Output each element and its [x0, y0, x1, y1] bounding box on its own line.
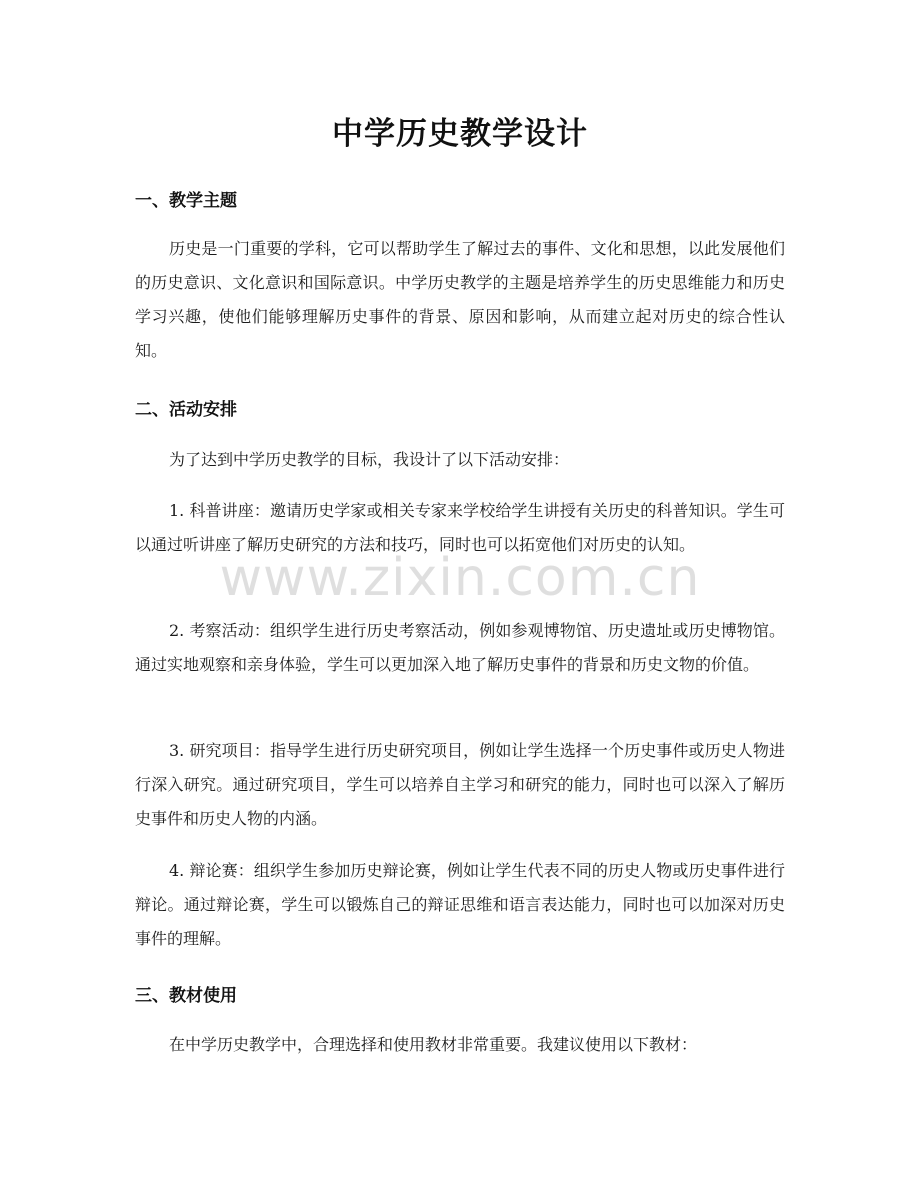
paragraph-activity-debate: 4. 辩论赛：组织学生参加历史辩论赛，例如让学生代表不同的历史人物或历史事件进行辩论。通过辩论赛，学生可以锻炼自己的辩证思维和语言表达能力，同时也可以加深对历史事件的理解。: [135, 861, 785, 948]
paragraph-activity-lecture: 1. 科普讲座：邀请历史学家或相关专家来学校给学生讲授有关历史的科普知识。学生可以通过听讲座了解历史研究的方法和技巧，同时也可以拓宽他们对历史的认知。: [135, 501, 785, 554]
paragraph-activity-field-trip: 2. 考察活动：组织学生进行历史考察活动，例如参观博物馆、历史遗址或历史博物馆。通过实地观察和亲身体验，学生可以更加深入地了解历史事件的背景和历史文物的价值。: [135, 621, 785, 674]
paragraph-activities-intro: 为了达到中学历史教学的目标，我设计了以下活动安排：: [169, 450, 570, 469]
document-title: 中学历史教学设计: [332, 116, 588, 152]
paragraph-teaching-theme: 历史是一门重要的学科，它可以帮助学生了解过去的事件、文化和思想，以此发展他们的历史意识、文化意识和国际意识。中学历史教学的主题是培养学生的历史思维能力和历史学习兴趣，使他们能够理解历史事件的背景、原因和影响，从而建立起对历史的综合性认知。: [135, 239, 785, 360]
section-heading-textbooks: 三、教材使用: [135, 986, 237, 1006]
section-heading-teaching-theme: 一、教学主题: [135, 191, 237, 211]
section-heading-activities: 二、活动安排: [135, 400, 237, 420]
paragraph-activity-research: 3. 研究项目：指导学生进行历史研究项目，例如让学生选择一个历史事件或历史人物进行深入研究。通过研究项目，学生可以培养自主学习和研究的能力，同时也可以深入了解历史事件和历史人物的内涵。: [135, 741, 785, 828]
paragraph-textbooks-intro: 在中学历史教学中，合理选择和使用教材非常重要。我建议使用以下教材：: [169, 1035, 698, 1054]
watermark: www.zixin.com.cn: [219, 548, 701, 608]
